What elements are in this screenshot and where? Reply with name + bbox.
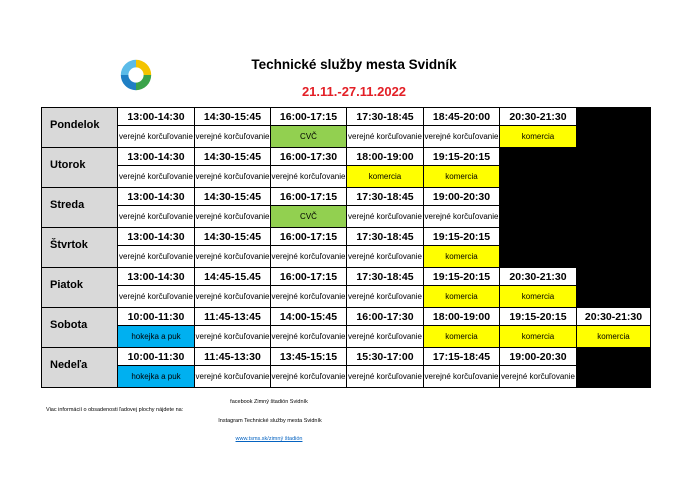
- activity-cell: verejné korčuľovanie: [195, 206, 271, 228]
- time-slot: 13:00-14:30: [118, 268, 195, 286]
- activity-cell: verejné korčuľovanie: [347, 366, 424, 388]
- activity-cell: verejné korčuľovanie: [347, 326, 424, 348]
- time-slot: 14:00-15:45: [271, 308, 347, 326]
- activity-cell: verejné korčuľovanie: [271, 166, 347, 188]
- time-slot: 16:00-17:15: [271, 268, 347, 286]
- day-label: Streda: [42, 188, 118, 228]
- empty-cell: [577, 108, 651, 126]
- day-label: Piatok: [42, 268, 118, 308]
- activity-row: [42, 126, 651, 148]
- time-slot: 16:00-17:15: [271, 108, 347, 126]
- activity-cell: hokejka a puk: [118, 326, 195, 348]
- activity-cell: verejné korčuľovanie: [347, 286, 424, 308]
- day-label: Pondelok: [42, 108, 118, 148]
- time-slot: 18:00-19:00: [347, 148, 424, 166]
- time-row: [42, 148, 651, 166]
- time-slot: 11:45-13:30: [195, 348, 271, 366]
- activity-cell: verejné korčuľovanie: [271, 366, 347, 388]
- time-slot: 14:30-15:45: [195, 108, 271, 126]
- activity-cell: komercia: [424, 326, 500, 348]
- time-slot: 13:45-15:15: [271, 348, 347, 366]
- time-slot: 13:00-14:30: [118, 108, 195, 126]
- activity-cell: verejné korčuľovanie: [195, 166, 271, 188]
- activity-cell: verejné korčuľovanie: [424, 366, 500, 388]
- activity-cell: komercia: [500, 286, 577, 308]
- activity-cell: komercia: [347, 166, 424, 188]
- empty-cell: [577, 366, 651, 388]
- time-slot: 18:00-19:00: [424, 308, 500, 326]
- time-row: [42, 348, 651, 366]
- time-slot: 19:00-20:30: [500, 348, 577, 366]
- empty-cell: [500, 246, 577, 268]
- time-slot: 13:00-14:30: [118, 148, 195, 166]
- activity-cell: verejné korčuľovanie: [195, 126, 271, 148]
- time-row: [42, 308, 651, 326]
- time-slot: 19:15-20:15: [424, 268, 500, 286]
- activity-cell: verejné korčuľovanie: [347, 206, 424, 228]
- time-slot: 16:00-17:30: [347, 308, 424, 326]
- activity-row: [42, 286, 651, 308]
- time-slot: 19:15-20:15: [424, 228, 500, 246]
- schedule-table: [41, 107, 651, 388]
- empty-cell: [577, 246, 651, 268]
- facebook-link[interactable]: facebook Zimný štadión Svidník: [230, 399, 308, 405]
- activity-cell: verejné korčuľovanie: [195, 326, 271, 348]
- time-slot: 13:00-14:30: [118, 188, 195, 206]
- empty-cell: [500, 228, 577, 246]
- page-title: Technické služby mesta Svidník: [251, 57, 457, 72]
- time-slot: 10:00-11:30: [118, 308, 195, 326]
- time-row: [42, 188, 651, 206]
- activity-row: [42, 326, 651, 348]
- activity-cell: verejné korčuľovanie: [500, 366, 577, 388]
- activity-cell: verejné korčuľovanie: [118, 126, 195, 148]
- activity-cell: verejné korčuľovanie: [195, 286, 271, 308]
- time-slot: 16:00-17:15: [271, 188, 347, 206]
- activity-cell: hokejka a puk: [118, 366, 195, 388]
- time-slot: 17:30-18:45: [347, 108, 424, 126]
- time-slot: 16:00-17:15: [271, 228, 347, 246]
- empty-cell: [577, 286, 651, 308]
- time-row: [42, 268, 651, 286]
- activity-cell: verejné korčuľovanie: [271, 326, 347, 348]
- day-label: Sobota: [42, 308, 118, 348]
- activity-cell: CVČ: [271, 206, 347, 228]
- website-link[interactable]: www.tsms.sk/zimný štadión: [235, 436, 303, 442]
- time-slot: 11:45-13:45: [195, 308, 271, 326]
- activity-cell: komercia: [424, 286, 500, 308]
- activity-cell: verejné korčuľovanie: [195, 366, 271, 388]
- day-label: Utorok: [42, 148, 118, 188]
- activity-cell: verejné korčuľovanie: [271, 246, 347, 268]
- activity-cell: komercia: [424, 246, 500, 268]
- time-slot: 20:30-21:30: [500, 268, 577, 286]
- time-slot: 14:45-15.45: [195, 268, 271, 286]
- activity-cell: verejné korčuľovanie: [424, 126, 500, 148]
- day-label: Nedeľa: [42, 348, 118, 388]
- time-slot: 20:30-21:30: [500, 108, 577, 126]
- empty-cell: [577, 166, 651, 188]
- empty-cell: [577, 268, 651, 286]
- time-row: [42, 108, 651, 126]
- activity-row: [42, 206, 651, 228]
- time-slot: 14:30-15:45: [195, 148, 271, 166]
- time-slot: 18:45-20:00: [424, 108, 500, 126]
- empty-cell: [577, 126, 651, 148]
- activity-cell: komercia: [500, 326, 577, 348]
- time-slot: 15:30-17:00: [347, 348, 424, 366]
- activity-row: [42, 166, 651, 188]
- activity-row: [42, 366, 651, 388]
- empty-cell: [577, 188, 651, 206]
- time-slot: 17:30-18:45: [347, 228, 424, 246]
- empty-cell: [577, 206, 651, 228]
- activity-cell: verejné korčuľovanie: [271, 286, 347, 308]
- time-slot: 13:00-14:30: [118, 228, 195, 246]
- time-slot: 16:00-17:30: [271, 148, 347, 166]
- activity-cell: verejné korčuľovanie: [347, 126, 424, 148]
- activity-row: [42, 246, 651, 268]
- date-range: 21.11.-27.11.2022: [301, 84, 407, 99]
- activity-cell: verejné korčuľovanie: [347, 246, 424, 268]
- time-slot: 20:30-21:30: [577, 308, 651, 326]
- day-label: Štvrtok: [42, 228, 118, 268]
- time-slot: 17:30-18:45: [347, 268, 424, 286]
- instagram-link[interactable]: Instagram Technické služby mesta Svidník: [218, 418, 322, 424]
- empty-cell: [577, 228, 651, 246]
- activity-cell: komercia: [500, 126, 577, 148]
- empty-cell: [577, 348, 651, 366]
- empty-cell: [500, 188, 577, 206]
- activity-cell: verejné korčuľovanie: [118, 166, 195, 188]
- time-row: [42, 228, 651, 246]
- activity-cell: CVČ: [271, 126, 347, 148]
- activity-cell: verejné korčuľovanie: [118, 286, 195, 308]
- activity-cell: verejné korčuľovanie: [118, 246, 195, 268]
- time-slot: 17:15-18:45: [424, 348, 500, 366]
- activity-cell: verejné korčuľovanie: [118, 206, 195, 228]
- time-slot: 17:30-18:45: [347, 188, 424, 206]
- time-slot: 14:30-15:45: [195, 188, 271, 206]
- empty-cell: [500, 206, 577, 228]
- empty-cell: [500, 166, 577, 188]
- time-slot: 19:00-20:30: [424, 188, 500, 206]
- empty-cell: [500, 148, 577, 166]
- empty-cell: [577, 148, 651, 166]
- time-slot: 14:30-15:45: [195, 228, 271, 246]
- time-slot: 10:00-11:30: [118, 348, 195, 366]
- activity-cell: verejné korčuľovanie: [424, 206, 500, 228]
- activity-cell: komercia: [577, 326, 651, 348]
- time-slot: 19:15-20:15: [424, 148, 500, 166]
- activity-cell: verejné korčuľovanie: [195, 246, 271, 268]
- activity-cell: komercia: [424, 166, 500, 188]
- info-text: Viac informácií o obsadenosti ľadovej plochy nájdete na:: [46, 407, 184, 413]
- time-slot: 19:15-20:15: [500, 308, 577, 326]
